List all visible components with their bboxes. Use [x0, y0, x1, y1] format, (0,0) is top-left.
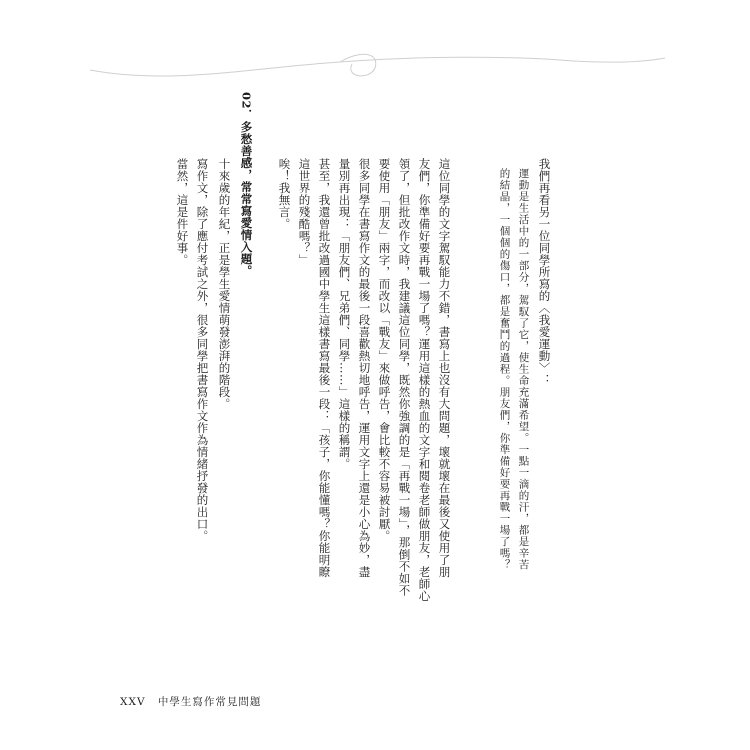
quote-line: 的結晶，一個個的傷口，都是奮鬥的過程。朋友們，你準備好要再戰一場了嗎？ [498, 168, 511, 571]
intro-line: 我們再看另一位同學所寫的〈我愛運動〉： [537, 158, 552, 386]
paragraph-line: 這世界的殘酷嗎？」 [297, 158, 312, 266]
section-heading: 02．多愁善感，常常寫愛情入題。 [239, 92, 254, 278]
decorative-swoosh [90, 40, 670, 100]
paragraph-line: 要使用「朋友」兩字，而改以「戰友」來做呼告，會比較不容易被討厭。 [377, 158, 392, 542]
paragraph-line: 量別再出現：「朋友們、兄弟們、同學……」這樣的稱謂。 [337, 158, 352, 470]
paragraph-line: 友們，你準備好要再戰一場了嗎？運用這樣的熱血的文字和閱卷老師做朋友，老師心 [417, 158, 432, 602]
paragraph-line: 甚至，我還曾批改過國中學生這樣書寫最後一段：「孩子，你能懂嗎？你能明瞭 [317, 158, 332, 578]
paragraph-line: 十來歲的年紀，正是學生愛情萌發澎湃的階段。 [217, 158, 232, 410]
page-footer [120, 694, 261, 709]
running-title: 中學生寫作常見問題 [157, 696, 262, 708]
quote-line: 運動是生活中的一部分，駕馭了它，使生命充滿希望。一點一滴的汗，都是辛苦 [517, 168, 530, 571]
paragraph-line: 唉！我無言。 [277, 158, 292, 230]
paragraph-line: 這位同學的文字駕馭能力不錯，書寫上也沒有大問題，壞就壞在最後又使用了朋 [437, 158, 452, 578]
page-number: XXV [120, 696, 146, 708]
paragraph-line: 領了，但批改作文時，我建議這位同學，既然你強調的是「再戰一場」，那倒不如不 [397, 158, 412, 597]
paragraph-line: 很多同學在書寫作文的最後一段喜歡熱切地呼告，運用文字上還是小心為妙，盡 [357, 158, 372, 578]
paragraph-line: 寫作文，除了應付考試之外，很多同學把書寫作文作為情緒抒發的出口。 [195, 158, 210, 542]
paragraph-line: 當然，這是件好事。 [175, 158, 190, 266]
